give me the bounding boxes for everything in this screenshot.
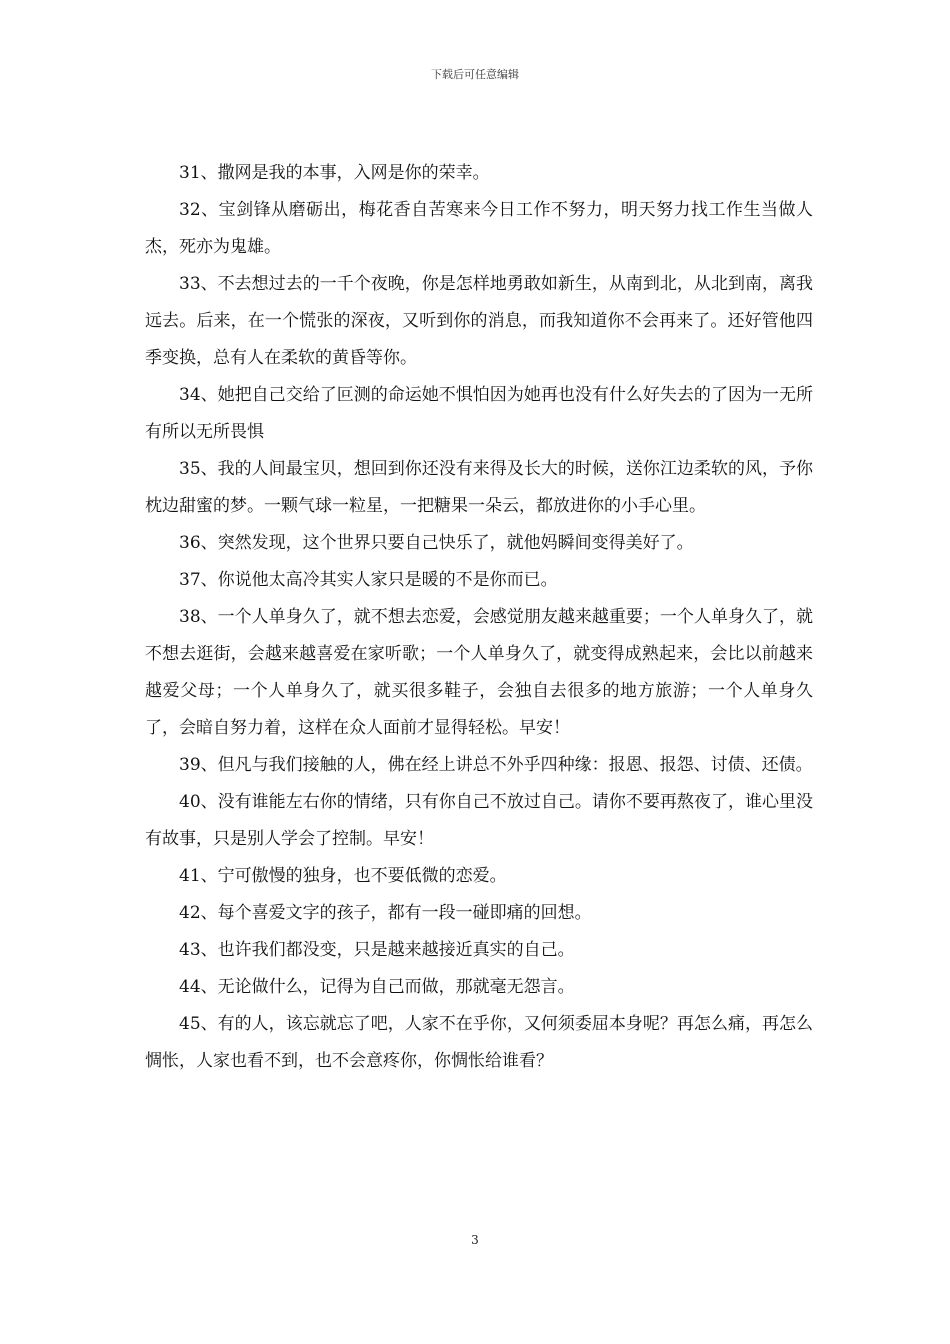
paragraph-41: 41、宁可傲慢的独身，也不要低微的恋爱。 [179, 866, 507, 886]
document-body [145, 155, 813, 1080]
paragraph-38: 38、一个人单身久了，就不想去恋爱，会感觉朋友越来越重要；一个人单身久了，就不想去逛街，会越来越喜爱在家听歌；一个人单身久了，就变得成熟起来，会比以前越来越爱父母；一个人单身久了，就买很多鞋子，会独自去很多的地方旅游；一个人单身久了，会暗自努力着，这样在众人面前才显得轻松。早安！ [145, 607, 813, 738]
paragraph-37: 37、你说他太高冷其实人家只是暖的不是你而已。 [179, 570, 558, 590]
paragraph-33: 33、不去想过去的一千个夜晚，你是怎样地勇敢如新生，从南到北，从北到南，离我远去。后来，在一个慌张的深夜，又听到你的消息，而我知道你不会再来了。还好管他四季变换，总有人在柔软的黄昏等你。 [145, 274, 813, 368]
paragraph-40: 40、没有谁能左右你的情绪，只有你自己不放过自己。请你不要再熬夜了，谁心里没有故事，只是别人学会了控制。早安！ [145, 792, 813, 849]
paragraph-45: 45、有的人，该忘就忘了吧，人家不在乎你，又何须委屈本身呢？再怎么痛，再怎么惆怅，人家也看不到，也不会意疼你，你惆怅给谁看？ [145, 1014, 813, 1071]
paragraph-35: 35、我的人间最宝贝，想回到你还没有来得及长大的时候，送你江边柔软的风，予你枕边甜蜜的梦。一颗气球一粒星，一把糖果一朵云，都放进你的小手心里。 [145, 459, 813, 516]
page-header: 下载后可任意编辑 [431, 68, 519, 81]
paragraph-39: 39、但凡与我们接触的人，佛在经上讲总不外乎四种缘：报恩、报怨、讨债、还债。 [179, 755, 813, 775]
paragraph-44: 44、无论做什么，记得为自己而做，那就毫无怨言。 [179, 977, 575, 997]
paragraph-36: 36、突然发现，这个世界只要自己快乐了，就他妈瞬间变得美好了。 [179, 533, 694, 553]
paragraph-32: 32、宝剑锋从磨砺出，梅花香自苦寒来今日工作不努力，明天努力找工作生当做人杰，死亦为鬼雄。 [145, 200, 813, 257]
page-number: 3 [471, 1233, 479, 1247]
paragraph-34: 34、她把自己交给了叵测的命运她不惧怕因为她再也没有什么好失去的了因为一无所有所以无所畏惧 [145, 385, 813, 442]
paragraph-31: 31、撒网是我的本事，入网是你的荣幸。 [179, 163, 490, 183]
paragraph-42: 42、每个喜爱文字的孩子，都有一段一碰即痛的回想。 [179, 903, 592, 923]
paragraph-43: 43、也许我们都没变，只是越来越接近真实的自己。 [179, 940, 575, 960]
